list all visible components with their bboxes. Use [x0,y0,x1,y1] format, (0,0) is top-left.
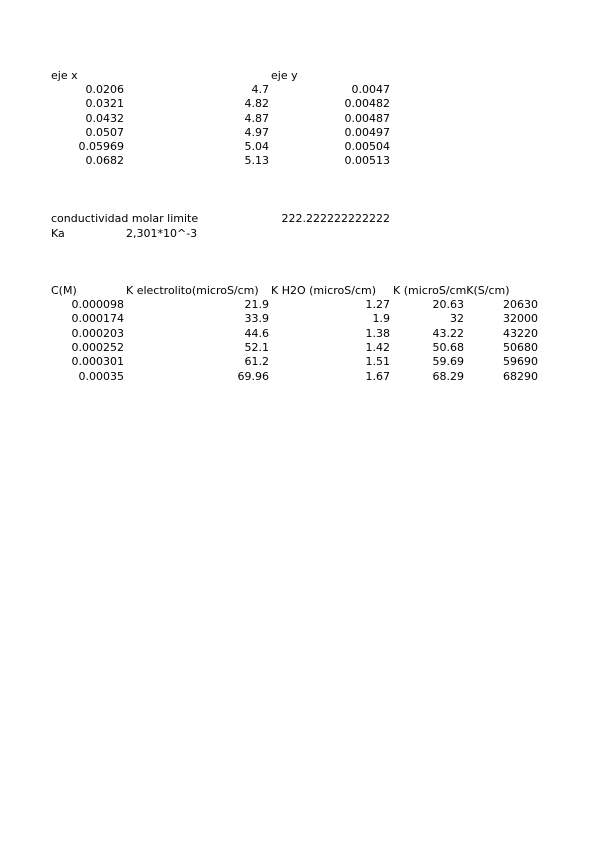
cell-k-micros: 32 [450,312,464,325]
axes-row-x: 0.0432 [85,112,124,125]
axes-row-x: 0.05969 [78,140,124,153]
molar-conductivity-value: 222.222222222222 [281,212,390,225]
axes-row-y: 0.00504 [344,140,390,153]
molar-conductivity-label: conductividad molar limite [51,212,199,225]
axes-row-m: 4.87 [244,112,269,125]
axes-row-m: 4.97 [244,126,269,139]
axes-row-y: 0.00487 [344,112,390,125]
cell-k-s: 32000 [503,312,538,325]
header-k-water: K H2O (microS/cm) [271,284,376,297]
cell-k-electrolyte: 33.9 [244,312,269,325]
cell-k-micros: 50.68 [432,341,464,354]
cell-k-micros: 20.63 [432,298,464,311]
header-concentration: C(M) [51,284,77,297]
cell-k-electrolyte: 44.6 [244,327,269,340]
cell-c: 0.000098 [71,298,124,311]
cell-c: 0.000252 [71,341,124,354]
ka-value: 2,301*10^-3 [126,227,198,240]
header-k-result: K (microS/cmK(S/cm) [393,284,510,297]
axes-row-x: 0.0321 [85,97,124,110]
axes-row-m: 5.13 [244,154,269,167]
cell-c: 0.00035 [78,370,124,383]
axes-row-x: 0.0682 [85,154,124,167]
cell-c: 0.000203 [71,327,124,340]
cell-k-s: 50680 [503,341,538,354]
cell-k-s: 20630 [503,298,538,311]
cell-c: 0.000174 [71,312,124,325]
cell-k-electrolyte: 69.96 [237,370,269,383]
cell-k-water: 1.38 [365,327,390,340]
cell-k-water: 1.67 [365,370,390,383]
cell-k-s: 59690 [503,355,538,368]
cell-k-micros: 43.22 [432,327,464,340]
header-eje-y: eje y [271,69,298,82]
cell-k-s: 43220 [503,327,538,340]
cell-k-water: 1.27 [365,298,390,311]
cell-k-micros: 68.29 [432,370,464,383]
axes-row-x: 0.0507 [85,126,124,139]
cell-k-electrolyte: 21.9 [244,298,269,311]
ka-label: Ka [51,227,65,240]
cell-k-water: 1.51 [365,355,390,368]
header-eje-x: eje x [51,69,78,82]
cell-k-electrolyte: 52.1 [244,341,269,354]
cell-k-s: 68290 [503,370,538,383]
cell-k-water: 1.42 [365,341,390,354]
cell-k-micros: 59.69 [432,355,464,368]
cell-k-electrolyte: 61.2 [244,355,269,368]
axes-row-y: 0.00497 [344,126,390,139]
axes-row-m: 5.04 [244,140,269,153]
axes-row-m: 4.7 [251,83,269,96]
axes-row-y: 0.00482 [344,97,390,110]
cell-c: 0.000301 [71,355,124,368]
axes-row-m: 4.82 [244,97,269,110]
header-k-electrolyte: K electrolito(microS/cm) [126,284,259,297]
axes-row-y: 0.0047 [351,83,390,96]
cell-k-water: 1.9 [372,312,390,325]
axes-row-y: 0.00513 [344,154,390,167]
axes-row-x: 0.0206 [85,83,124,96]
